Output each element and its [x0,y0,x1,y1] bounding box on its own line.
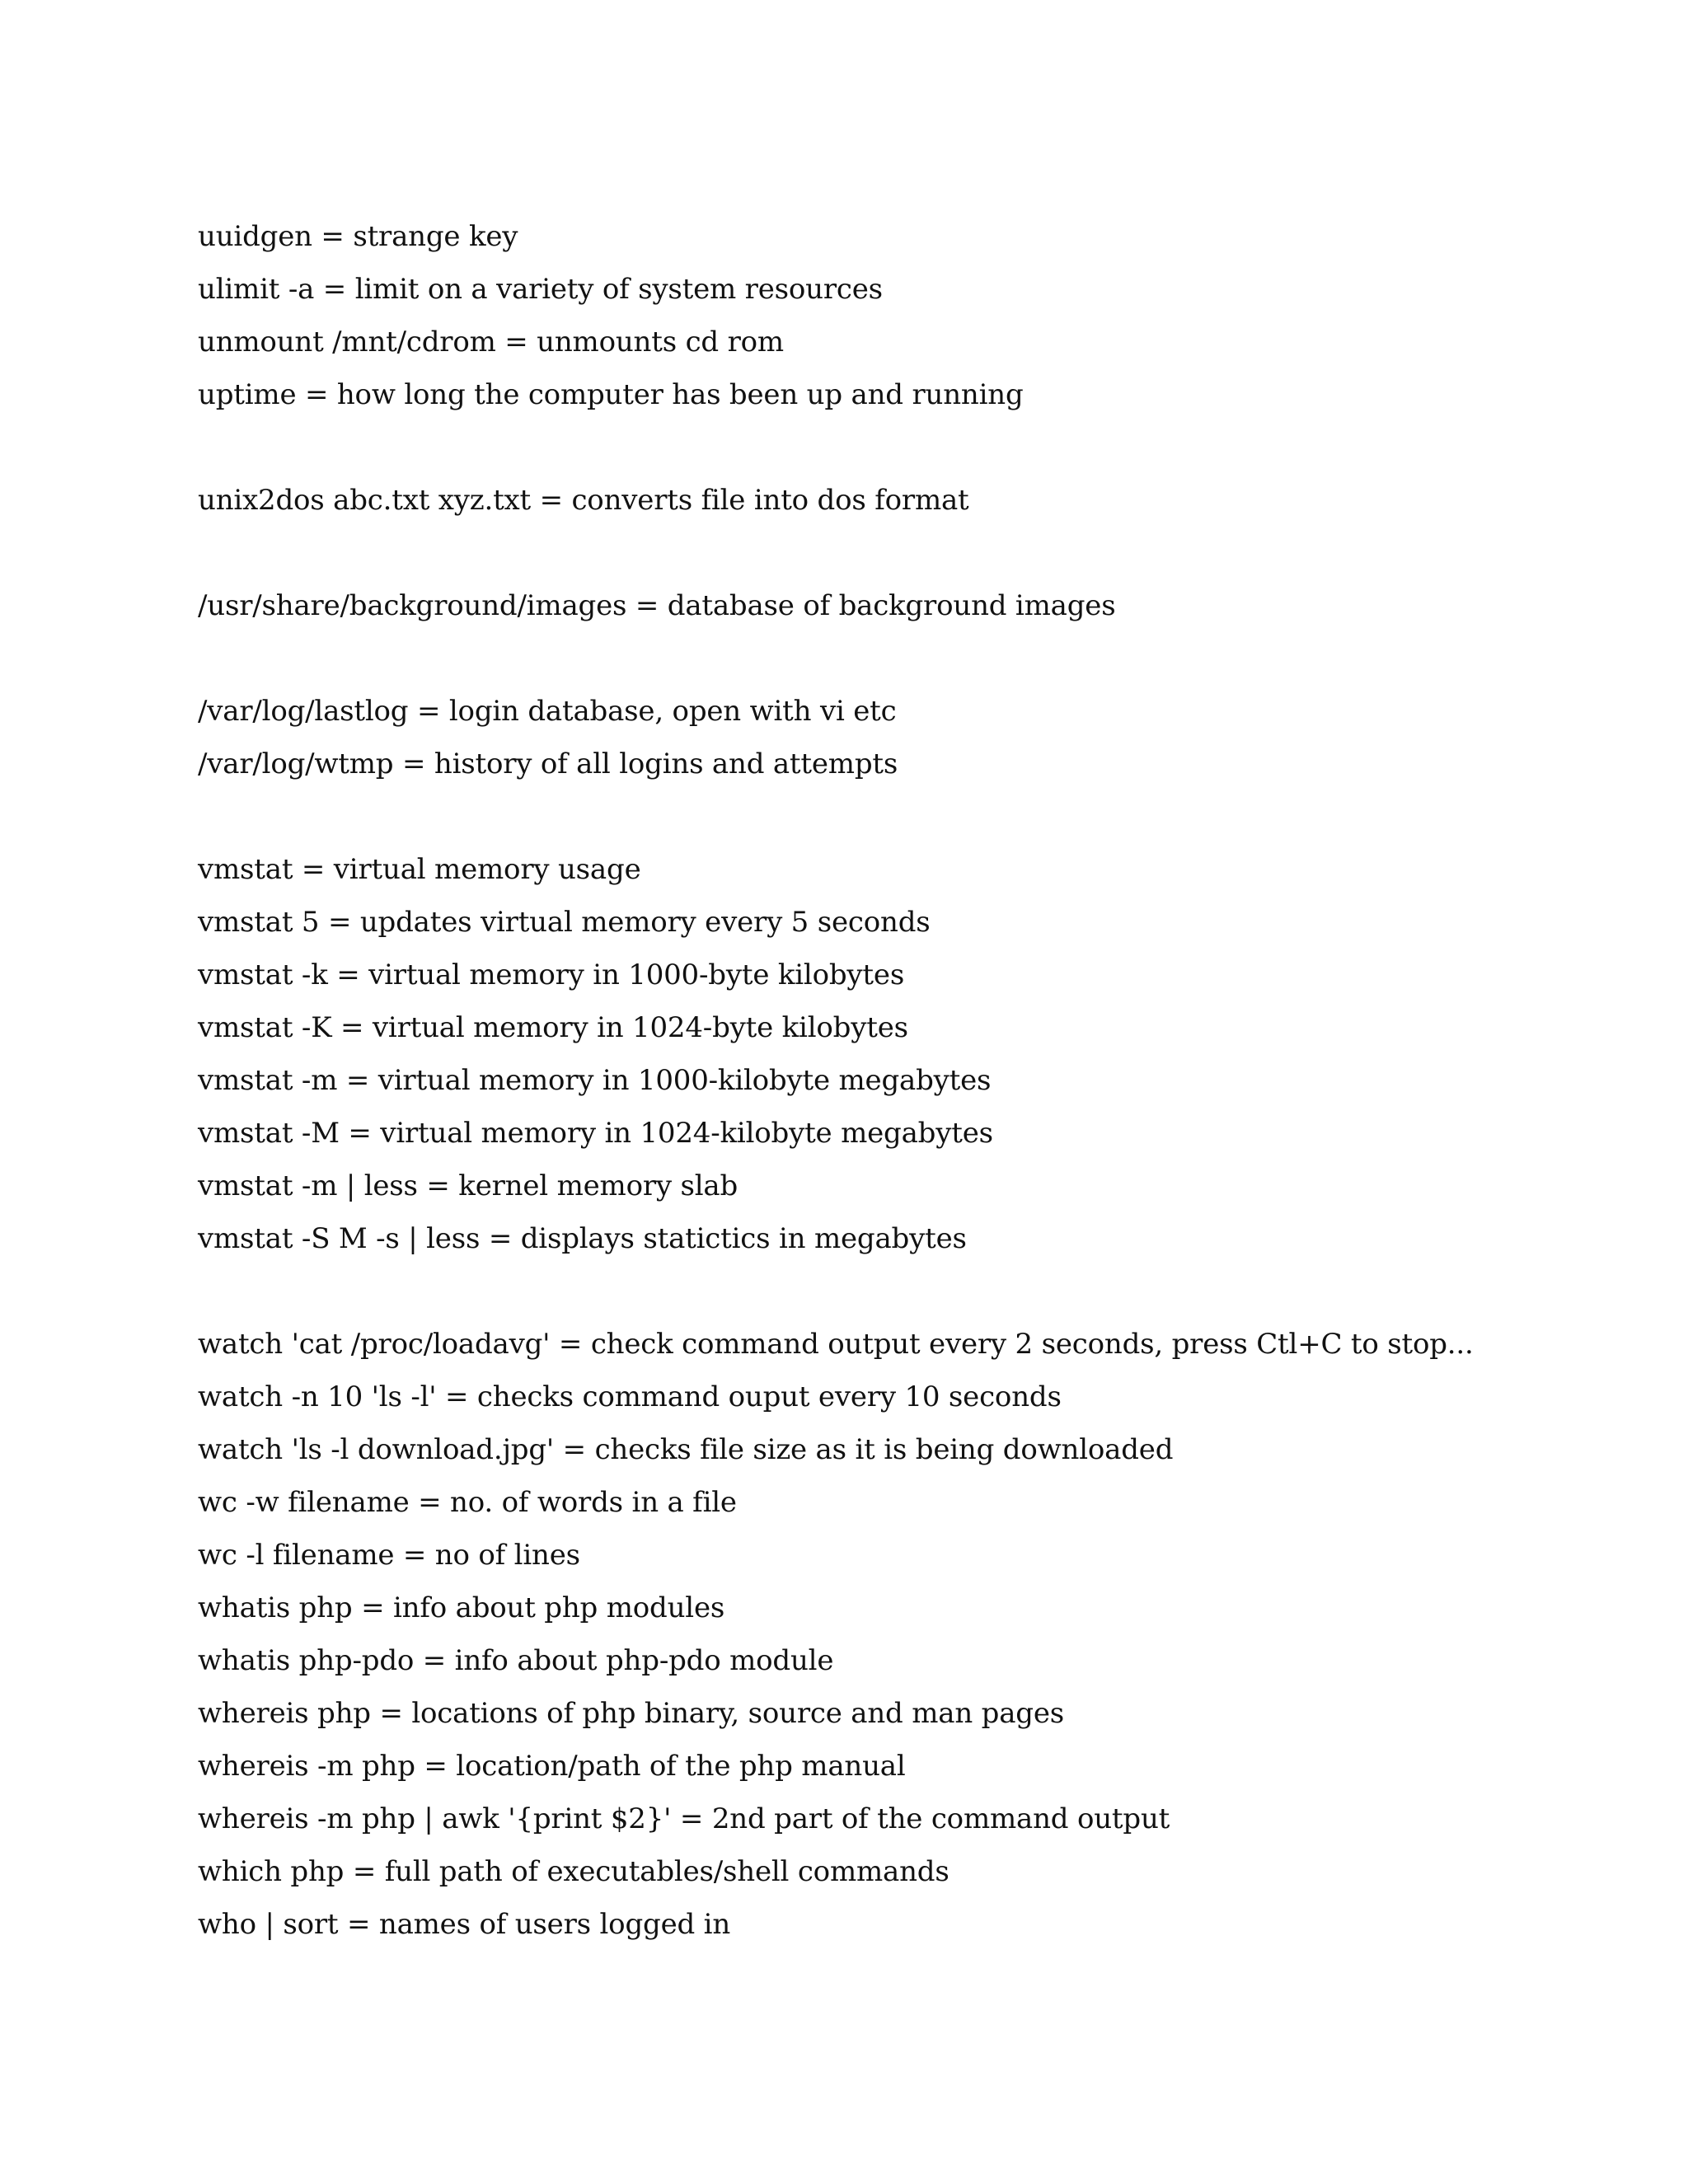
text-line: watch 'ls -l download.jpg' = checks file size as it is being downloaded [198,1433,1174,1466]
text-line: who | sort = names of users logged in [198,1908,731,1941]
text-line: vmstat -K = virtual memory in 1024-byte kilobytes [198,1011,908,1044]
text-line: watch -n 10 'ls -l' = checks command ouput every 10 seconds [198,1380,1062,1413]
text-line: which php = full path of executables/shell commands [198,1855,950,1888]
text-line: /var/log/wtmp = history of all logins and attempts [198,748,898,780]
text-line: vmstat -m = virtual memory in 1000-kilobyte megabytes [198,1064,992,1097]
group-w-commands [198,1318,1599,1951]
text-line: vmstat -M = virtual memory in 1024-kilobyte megabytes [198,1117,993,1150]
text-line: whatis php-pdo = info about php-pdo module [198,1644,834,1677]
text-line: vmstat -m | less = kernel memory slab [198,1169,738,1202]
text-line: /var/log/lastlog = login database, open with vi etc [198,695,897,728]
text-line: vmstat 5 = updates virtual memory every 5 seconds [198,906,931,939]
text-line: whatis php = info about php modules [198,1591,725,1624]
text-line: whereis php = locations of php binary, source and man pages [198,1697,1064,1730]
group-usr-share [198,579,1599,632]
text-line: whereis -m php | awk '{print $2}' = 2nd part of the command output [198,1802,1170,1835]
group-var-log [198,685,1599,790]
text-line: wc -w filename = no. of words in a file [198,1486,737,1519]
text-line: vmstat -k = virtual memory in 1000-byte kilobytes [198,958,905,991]
text-line: ulimit -a = limit on a variety of system resources [198,273,883,306]
group-unix2dos [198,474,1599,527]
text-line: uuidgen = strange key [198,220,518,253]
text-line: wc -l filename = no of lines [198,1539,580,1572]
text-line: unmount /mnt/cdrom = unmounts cd rom [198,326,784,359]
text-line: watch 'cat /proc/loadavg' = check command output every 2 seconds, press Ctl+C to stop... [198,1328,1474,1361]
text-line: /usr/share/background/images = database of background images [198,589,1116,622]
command-list [198,210,1599,2004]
group-u-commands [198,210,1599,421]
text-line: vmstat -S M -s | less = displays statictics in megabytes [198,1222,967,1255]
group-vmstat [198,843,1599,1265]
text-line: unix2dos abc.txt xyz.txt = converts file into dos format [198,484,969,517]
text-line: uptime = how long the computer has been up and running [198,378,1024,411]
text-line: vmstat = virtual memory usage [198,853,641,886]
text-line: whereis -m php = location/path of the php manual [198,1750,906,1783]
